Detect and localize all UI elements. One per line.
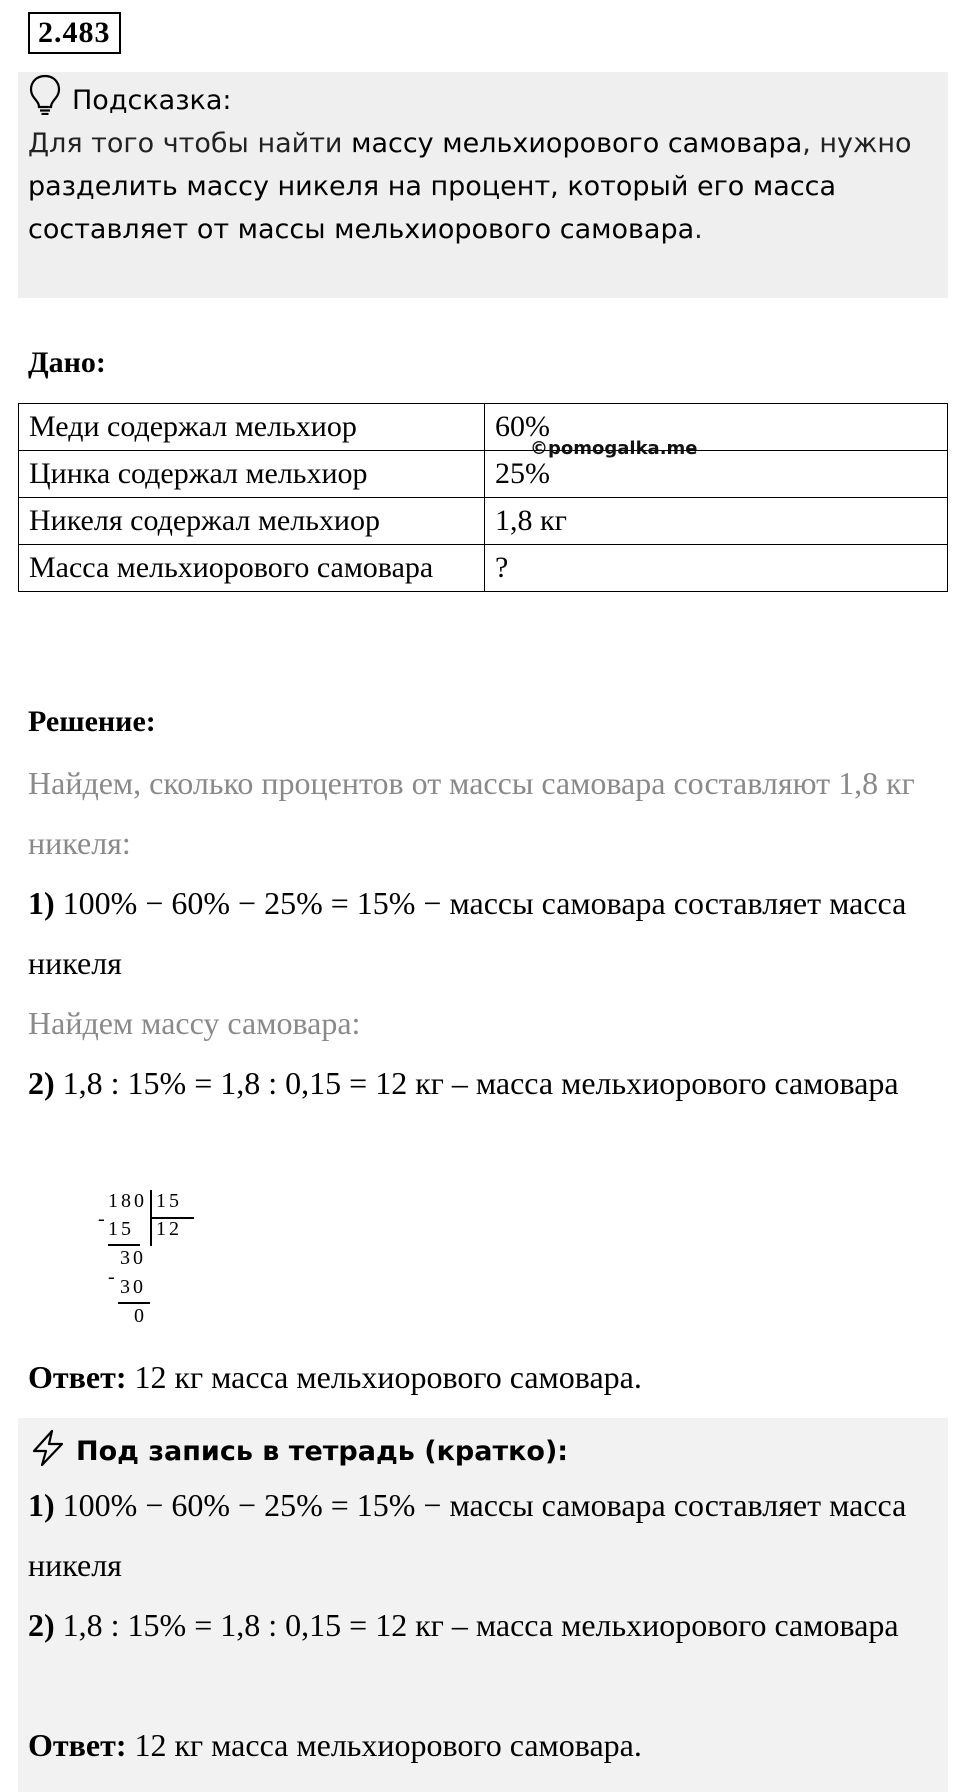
remainder-2: 0 bbox=[134, 1305, 147, 1327]
step1-intro: Найдем, сколько процентов от массы самовара составляют 1,8 кг никеля: bbox=[28, 765, 915, 861]
hint-emphasis: массу мельхиорового самовара bbox=[351, 128, 803, 159]
remainder-1: 30 bbox=[120, 1247, 146, 1269]
minus-sign: - bbox=[108, 1266, 118, 1288]
given-label: Никеля содержал мельхиор bbox=[19, 498, 485, 545]
hint-header bbox=[28, 78, 938, 122]
hint-text-part: Для того чтобы найти bbox=[28, 128, 352, 159]
given-value: 25% bbox=[485, 451, 948, 498]
short-step2 bbox=[28, 1595, 938, 1655]
lightbulb-icon bbox=[28, 73, 72, 128]
step-text: 100% − 60% − 25% = 15% − массы самовара составляет масса никеля bbox=[28, 1487, 907, 1583]
subtrahend-1: 15 bbox=[108, 1218, 134, 1240]
given-title: Дано: bbox=[28, 346, 106, 379]
division-underline-2 bbox=[118, 1302, 150, 1304]
short-notes-title: Под запись в тетрадь (кратко): bbox=[76, 1436, 569, 1467]
divisor: 15 bbox=[156, 1190, 182, 1212]
answer bbox=[28, 1352, 642, 1402]
given-label: Цинка содержал мельхиор bbox=[19, 451, 485, 498]
minus-sign: - bbox=[98, 1208, 108, 1230]
answer-label: Ответ: bbox=[28, 1359, 127, 1395]
table-row bbox=[19, 545, 948, 592]
short-notes-box bbox=[18, 1418, 948, 1792]
step2 bbox=[28, 1053, 938, 1113]
table-row bbox=[19, 498, 948, 545]
given-table bbox=[18, 403, 948, 592]
table-row bbox=[19, 451, 948, 498]
hint-text-part: , нужно bbox=[802, 128, 912, 159]
hint-text bbox=[28, 122, 938, 251]
step-number: 1) bbox=[28, 885, 55, 921]
step2-intro: Найдем массу самовара: bbox=[28, 1005, 361, 1041]
short-step1 bbox=[28, 1475, 938, 1595]
hint-text-part: . bbox=[694, 214, 703, 245]
dividend: 180 bbox=[108, 1190, 147, 1212]
step1 bbox=[28, 873, 938, 993]
given-value: 1,8 кг bbox=[485, 498, 948, 545]
step-number: 2) bbox=[28, 1607, 55, 1643]
step-number: 2) bbox=[28, 1065, 55, 1101]
hint-emphasis: разделить массу никеля на процент, который его масса составляет от массы мельхиорового самовара bbox=[28, 171, 837, 245]
short-answer bbox=[28, 1715, 938, 1775]
answer-label: Ответ: bbox=[28, 1727, 127, 1763]
answer-text: 12 кг масса мельхиорового самовара. bbox=[126, 1727, 642, 1763]
table-row bbox=[19, 404, 948, 451]
step-text: 1,8 : 15% = 1,8 : 0,15 = 12 кг – масса мельхиорового самовара bbox=[54, 1065, 899, 1101]
problem-number: 2.483 bbox=[28, 12, 121, 54]
given-label: Меди содержал мельхиор bbox=[19, 404, 485, 451]
hint-title: Подсказка: bbox=[72, 84, 232, 116]
given-value: ? bbox=[485, 545, 948, 592]
quotient: 12 bbox=[156, 1218, 182, 1240]
given-label: Масса мельхиорового самовара bbox=[19, 545, 485, 592]
long-division bbox=[96, 1190, 216, 1340]
given-value: 60% bbox=[485, 404, 948, 451]
answer-text: 12 кг масса мельхиорового самовара. bbox=[126, 1359, 642, 1395]
step-text: 100% − 60% − 25% = 15% − массы самовара составляет масса никеля bbox=[28, 885, 907, 981]
watermark: ©pomogalka.me bbox=[530, 438, 698, 459]
step-text: 1,8 : 15% = 1,8 : 0,15 = 12 кг – масса мельхиорового самовара bbox=[54, 1607, 899, 1643]
hint-box bbox=[18, 72, 948, 298]
short-notes-header bbox=[28, 1428, 568, 1475]
step-number: 1) bbox=[28, 1487, 55, 1523]
solution-title: Решение: bbox=[28, 705, 156, 738]
division-underline-1 bbox=[108, 1244, 140, 1246]
lightning-icon bbox=[28, 1428, 76, 1475]
subtrahend-2: 30 bbox=[120, 1276, 146, 1298]
